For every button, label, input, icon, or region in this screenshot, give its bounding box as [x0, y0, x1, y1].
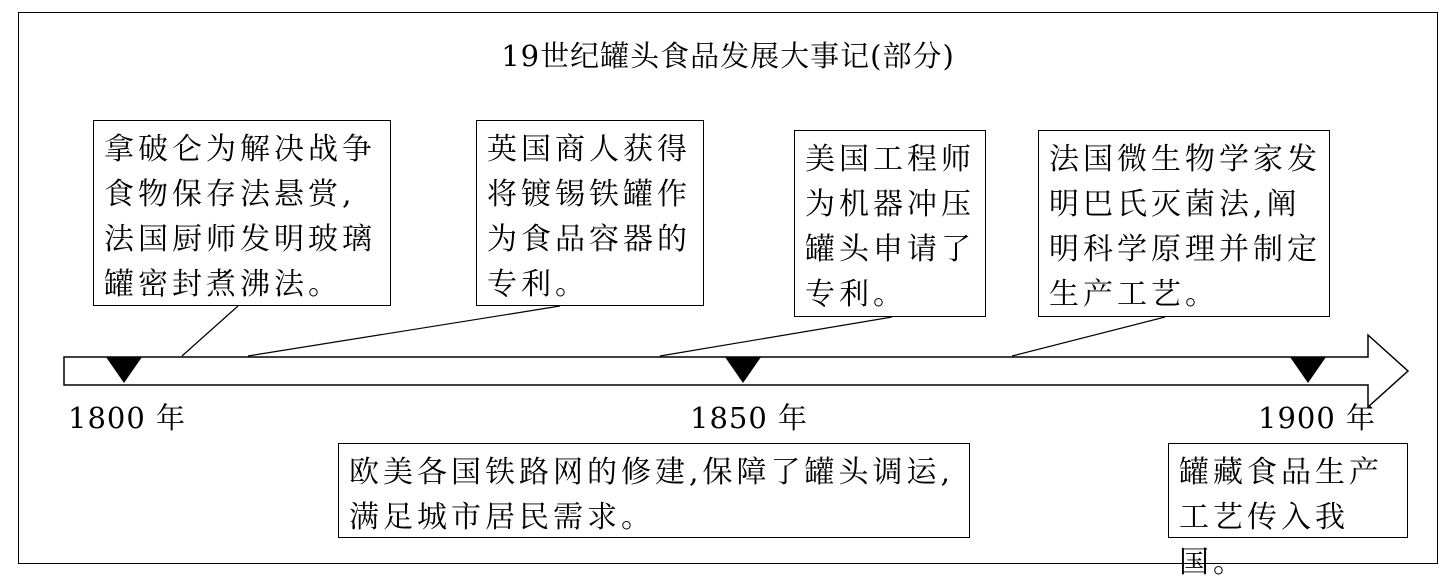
connector-line-1 [182, 306, 238, 356]
event-box-railway: 欧美各国铁路网的修建,保障了罐头调运, 满足城市居民需求。 [338, 443, 970, 538]
event-box-china: 罐藏食品生产 工艺传入我国。 [1168, 443, 1408, 538]
connector-line-4 [1012, 317, 1165, 356]
year-label-1850: 1850 年 [690, 401, 809, 435]
connector-line-2 [248, 306, 560, 356]
connector-line-3 [660, 317, 892, 356]
year-label-1900: 1900 年 [1258, 401, 1377, 435]
event-box-napoleon: 拿破仑为解决战争 食物保存法悬赏, 法国厨师发明玻璃 罐密封煮沸法。 [93, 120, 391, 306]
event-box-tin-can: 英国商人获得 将镀锡铁罐作 为食品容器的 专利。 [476, 120, 704, 306]
year-label-1800: 1800 年 [68, 401, 187, 435]
event-box-pasteurization: 法国微生物学家发 明巴氏灭菌法,阐 明科学原理并制定 生产工艺。 [1038, 130, 1330, 317]
event-box-machine-pressing: 美国工程师 为机器冲压 罐头申请了 专利。 [794, 130, 986, 317]
diagram-title: 19世纪罐头食品发展大事记(部分) [501, 39, 955, 73]
